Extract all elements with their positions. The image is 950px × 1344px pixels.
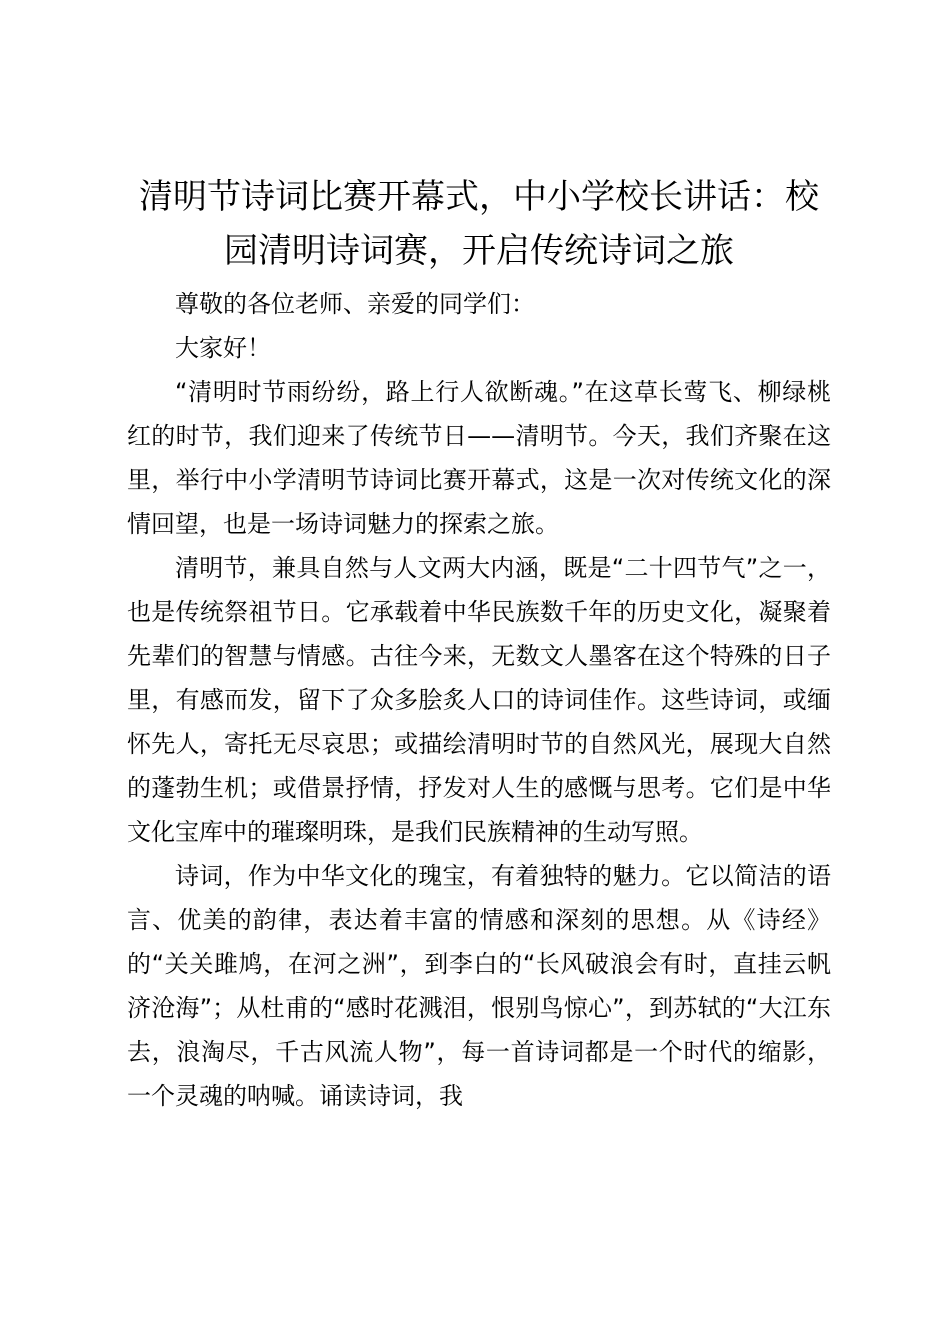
- document-title: 清明节诗词比赛开幕式，中小学校长讲话：校园清明诗词赛，开启传统诗词之旅: [139, 177, 819, 271]
- salutation-paragraph: 尊敬的各位老师、亲爱的同学们：: [175, 290, 535, 318]
- body-paragraph: 诗词，作为中华文化的瑰宝，有着独特的魅力。它以简洁的语言、优美的韵律，表达着丰富的情感和深刻的思想。从《诗经》的“关关雎鸠，在河之洲”，到李白的“长风破浪会有时，直挂云帆济沧海”；从杜甫的“感时花溅泪，恨别鸟惊心”，到苏轼的“大江东去，浪淘尽，千古风流人物”，每一首诗词都是一个时代的缩影，一个灵魂的呐喊。诵读诗词，我: [127, 862, 831, 1110]
- body-paragraph: “清明时节雨纷纷，路上行人欲断魂。”在这草长莺飞、柳绿桃红的时节，我们迎来了传统节日——清明节。今天，我们齐聚在这里，举行中小学清明节诗词比赛开幕式，这是一次对传统文化的深情回望，也是一场诗词魅力的探索之旅。: [127, 378, 831, 538]
- greeting-paragraph: 大家好！: [175, 334, 271, 362]
- body-paragraph: 清明节，兼具自然与人文两大内涵，既是“二十四节气”之一，也是传统祭祖节日。它承载着中华民族数千年的历史文化，凝聚着先辈们的智慧与情感。古往今来，无数文人墨客在这个特殊的日子里，有感而发，留下了众多脍炙人口的诗词佳作。这些诗词，或缅怀先人，寄托无尽哀思；或描绘清明时节的自然风光，展现大自然的蓬勃生机；或借景抒情，抒发对人生的感慨与思考。它们是中华文化宝库中的璀璨明珠，是我们民族精神的生动写照。: [127, 554, 831, 846]
- document-page: [127, 170, 831, 1118]
